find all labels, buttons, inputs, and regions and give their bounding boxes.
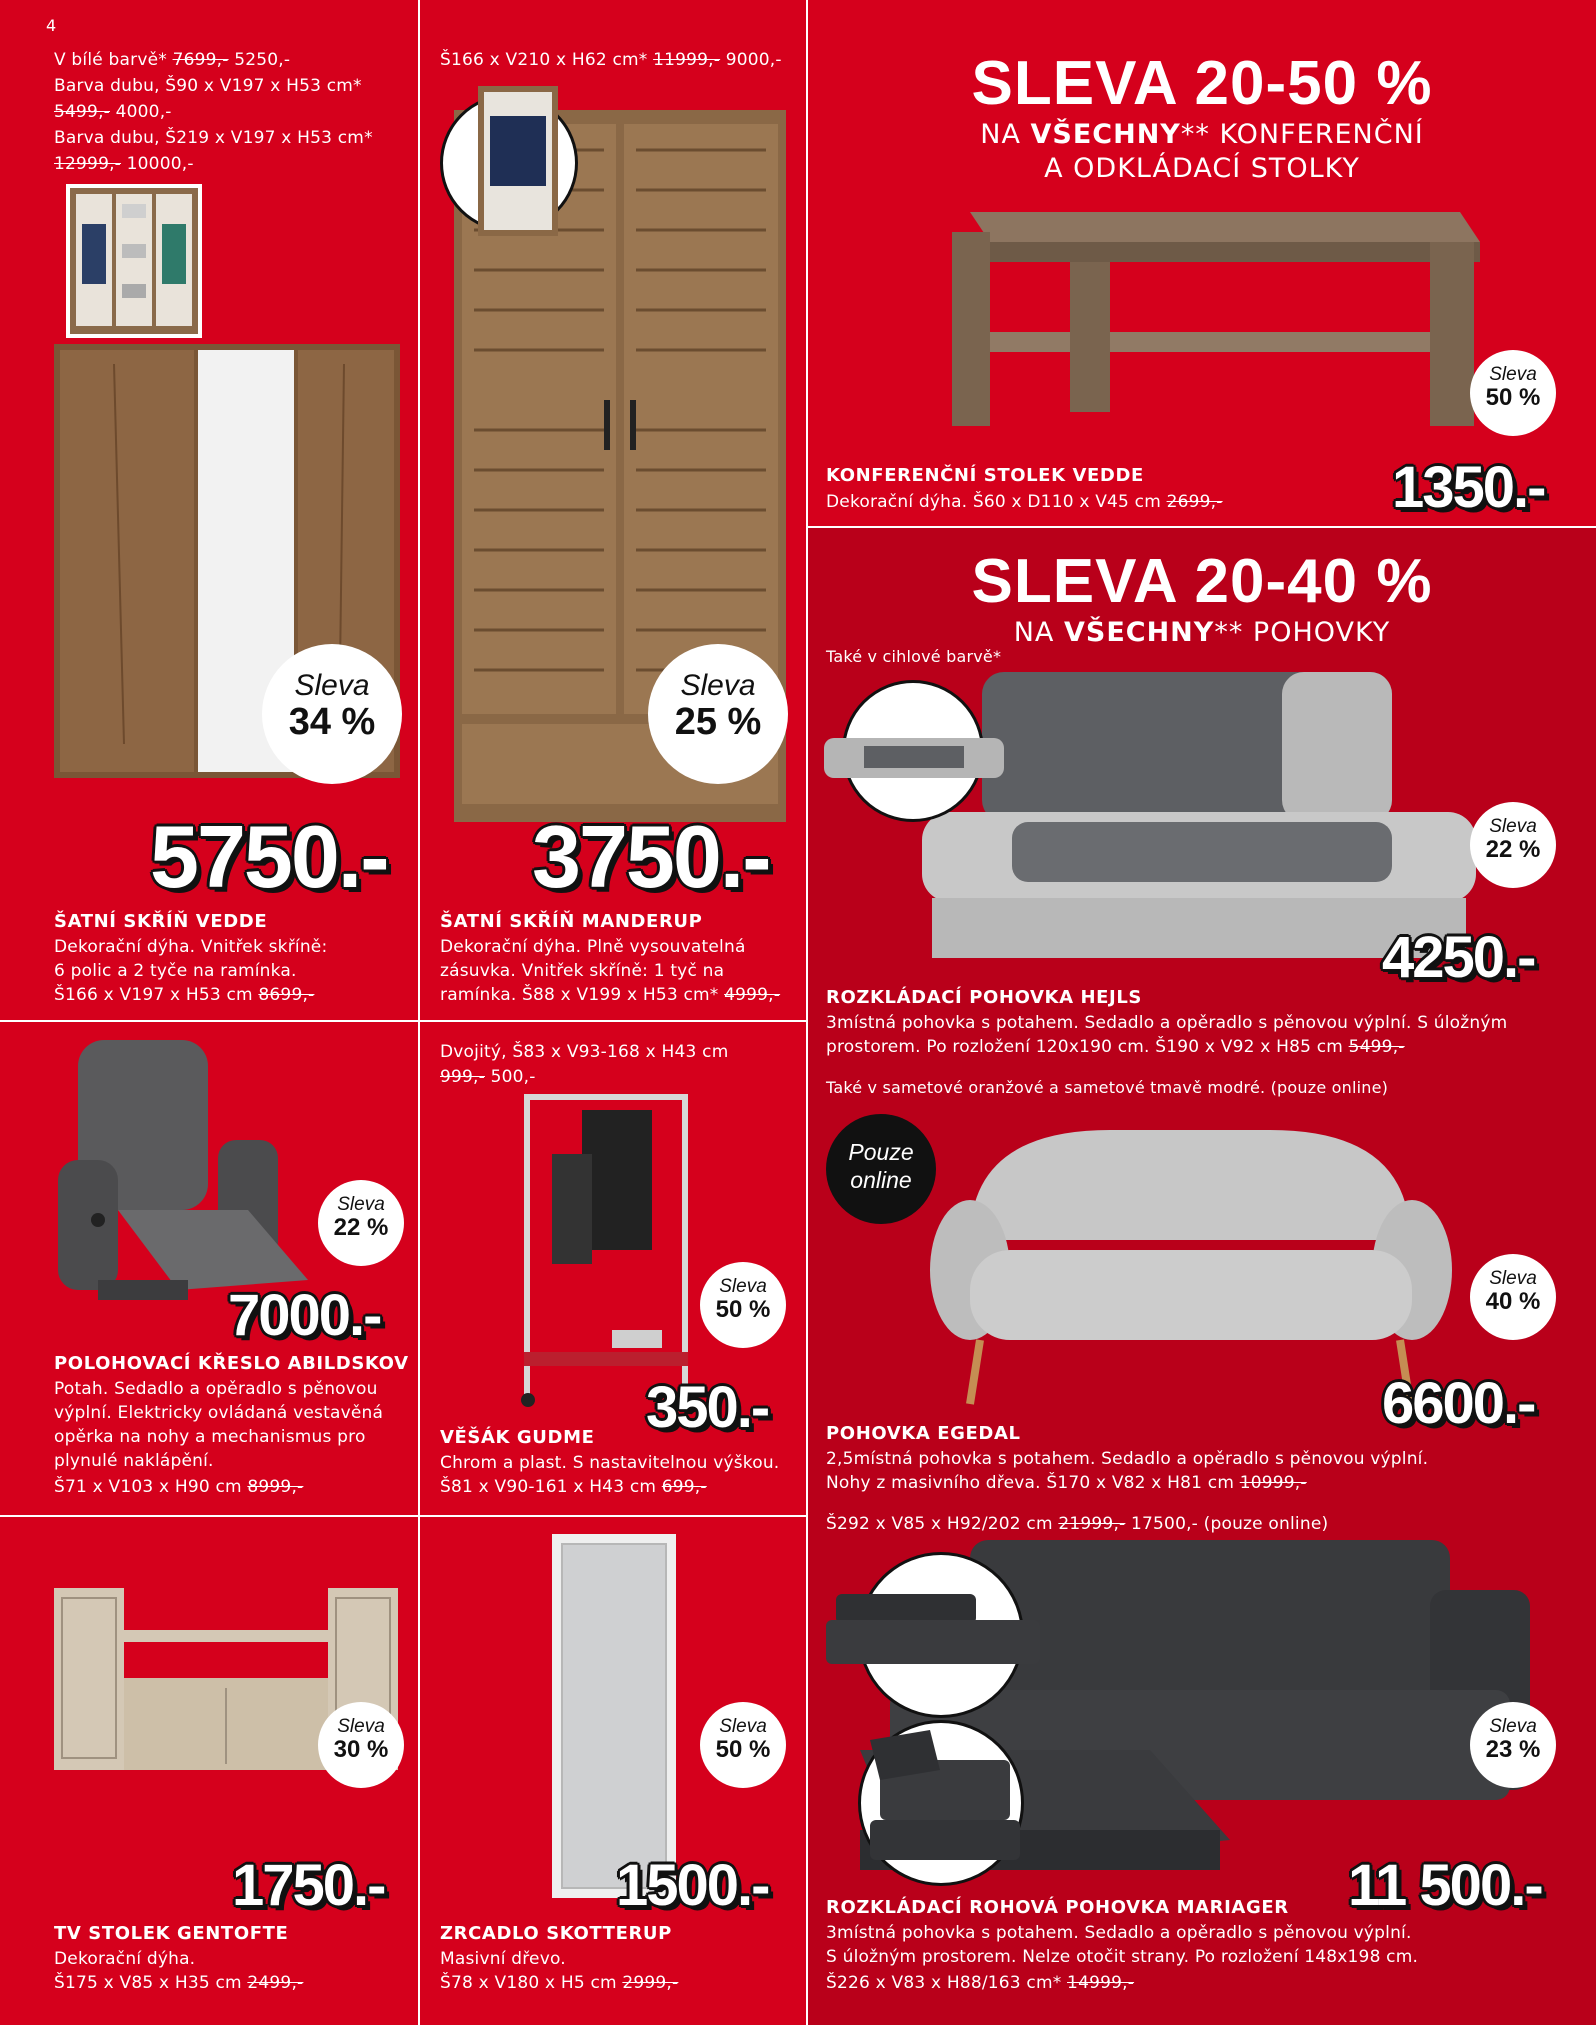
product-name: ZRCADLO SKOTTERUP <box>440 1923 672 1944</box>
product-dimensions: Nohy z masivního dřeva. Š170 x V82 x H81 cm 10999,- <box>826 1473 1307 1493</box>
discount-badge: Sleva 25 % <box>648 644 788 784</box>
clothes-rack-image <box>512 1090 704 1410</box>
grid-divider <box>418 0 420 2025</box>
grid-divider <box>0 1020 806 1022</box>
discount-badge: Sleva 40 % <box>1470 1254 1556 1340</box>
discount-badge: Sleva 30 % <box>318 1702 404 1788</box>
product-name: TV STOLEK GENTOFTE <box>54 1923 289 1944</box>
banner-subtitle: NA VŠECHNY** POHOVKY <box>1013 617 1391 648</box>
sofa-unfolded-icon <box>824 738 1004 778</box>
discount-badge: Sleva 22 % <box>318 1180 404 1266</box>
product-dimensions: Š226 x V83 x H88/163 cm* 14999,- <box>826 1973 1135 1993</box>
product-dimensions: ramínka. Š88 x V199 x H53 cm* 4999,- <box>440 985 781 1005</box>
recliner-chair-image <box>58 1040 310 1314</box>
mirror-image <box>552 1534 676 1898</box>
product-description: výplní. Elektricky ovládaná vestavěná <box>54 1403 384 1423</box>
product-description: 6 polic a 2 tyče na ramínka. <box>54 961 297 981</box>
price: 1500.- <box>616 1853 769 1918</box>
product-description: plynulé naklápění. <box>54 1451 214 1471</box>
variant-line: 12999,- 10000,- <box>54 154 194 174</box>
variant-line: 5499,- 4000,- <box>54 102 172 122</box>
product-description: 3místná pohovka s potahem. Sedadlo a opěradlo s pěnovou výplní. <box>826 1923 1412 1943</box>
banner-title: SLEVA 20-40 % <box>971 547 1433 616</box>
discount-badge: Sleva 50 % <box>1470 350 1556 436</box>
price: 6600.- <box>1382 1371 1535 1436</box>
grid-divider <box>806 0 808 2025</box>
product-name: ŠATNÍ SKŘÍŇ VEDDE <box>54 911 268 932</box>
banner-subtitle: NA VŠECHNY** KONFERENČNÍ <box>980 119 1424 150</box>
sofa-hejls-image <box>922 672 1476 968</box>
page-number: 4 <box>46 16 57 35</box>
variant-line: Š166 x V210 x H62 cm* 11999,- 9000,- <box>440 50 782 70</box>
product-description: Dekorační dýha. <box>54 1949 196 1969</box>
wardrobe-open-thumbnail <box>66 184 202 338</box>
price: 7000.- <box>228 1283 381 1348</box>
sofa-sale-banner <box>808 548 1596 650</box>
price: 11 500.- <box>1348 1853 1542 1918</box>
discount-badge: Sleva 23 % <box>1470 1702 1556 1788</box>
price: 3750.- <box>532 807 770 906</box>
product-dimensions: prostorem. Po rozložení 120x190 cm. Š190 x V92 x H85 cm 5499,- <box>826 1037 1405 1057</box>
variant-line: V bílé barvě* 7699,- 5250,- <box>54 50 291 70</box>
product-description: 3místná pohovka s potahem. Sedadlo a opěradlo s pěnovou výplní. S úložným <box>826 1013 1508 1033</box>
product-dimensions: Š71 x V103 x H90 cm 8999,- <box>54 1477 304 1497</box>
product-name: KONFERENČNÍ STOLEK VEDDE <box>826 465 1144 486</box>
grid-divider <box>0 1515 806 1517</box>
banner-title: SLEVA 20-50 % <box>971 49 1433 118</box>
color-note: Také v sametové oranžové a sametové tmavě modré. (pouze online) <box>826 1078 1389 1097</box>
product-description: S úložným prostorem. Nelze otočit strany. Po rozložení 148x198 cm. <box>826 1947 1419 1967</box>
variant-line: Š292 x V85 x H92/202 cm 21999,- 17500,- (pouze online) <box>826 1514 1329 1534</box>
variant-line: Dvojitý, Š83 x V93-168 x H43 cm <box>440 1042 729 1062</box>
product-name: ROZKLÁDACÍ ROHOVÁ POHOVKA MARIAGER <box>826 1897 1289 1918</box>
variant-line: Barva dubu, Š90 x V197 x H53 cm* <box>54 76 362 96</box>
price: 5750.- <box>150 807 388 906</box>
coffee-table-image <box>940 212 1480 426</box>
banner-subtitle: A ODKLÁDACÍ STOLKY <box>1044 153 1360 184</box>
price: 1750.- <box>232 1853 385 1918</box>
product-description: 2,5místná pohovka s potahem. Sedadlo a opěradlo s pěnovou výplní. <box>826 1449 1429 1469</box>
discount-badge: Sleva 50 % <box>700 1702 786 1788</box>
sofa-storage-icon <box>850 1730 1030 1870</box>
product-description: Dekorační dýha. Vnitřek skříně: <box>54 937 328 957</box>
product-dimensions: Š81 x V90-161 x H43 cm 699,- <box>440 1477 707 1497</box>
discount-badge: Sleva 34 % <box>262 644 402 784</box>
product-description: zásuvka. Vnitřek skříně: 1 tyč na <box>440 961 725 981</box>
price: 1350.- <box>1392 455 1545 520</box>
price: 350.- <box>646 1375 769 1440</box>
discount-badge: Sleva 22 % <box>1470 802 1556 888</box>
product-description: Dekorační dýha. Plně vysouvatelná <box>440 937 746 957</box>
discount-badge: Sleva 50 % <box>700 1262 786 1348</box>
product-dimensions: Š166 x V197 x H53 cm 8699,- <box>54 985 315 1005</box>
variant-line: Barva dubu, Š219 x V197 x H53 cm* <box>54 128 373 148</box>
grid-divider <box>808 526 1596 528</box>
top-sale-banner <box>808 50 1596 186</box>
price: 4250.- <box>1382 925 1535 990</box>
product-name: POLOHOVACÍ KŘESLO ABILDSKOV <box>54 1353 409 1374</box>
product-dimensions: Dekorační dýha. Š60 x D110 x V45 cm 2699,- <box>826 492 1223 512</box>
sofa-bed-icon <box>826 1594 1040 1668</box>
product-dimensions: Š78 x V180 x H5 cm 2999,- <box>440 1973 679 1993</box>
sofa-egedal-image <box>930 1120 1452 1410</box>
product-name: ROZKLÁDACÍ POHOVKA HEJLS <box>826 987 1142 1008</box>
color-note: Také v cihlové barvě* <box>826 647 1002 666</box>
product-description: opěrka na nohy a mechanismus pro <box>54 1427 366 1447</box>
variant-line: 999,- 500,- <box>440 1067 536 1087</box>
wardrobe-interior-icon <box>478 86 558 236</box>
online-only-badge: Pouze online <box>826 1114 936 1224</box>
product-dimensions: Š175 x V85 x H35 cm 2499,- <box>54 1973 304 1993</box>
product-name: POHOVKA EGEDAL <box>826 1423 1021 1444</box>
product-name: ŠATNÍ SKŘÍŇ MANDERUP <box>440 911 703 932</box>
product-description: Chrom a plast. S nastavitelnou výškou. <box>440 1453 780 1473</box>
product-description: Masivní dřevo. <box>440 1949 566 1969</box>
product-description: Potah. Sedadlo a opěradlo s pěnovou <box>54 1379 378 1399</box>
product-name: VĚŠÁK GUDME <box>440 1427 595 1448</box>
